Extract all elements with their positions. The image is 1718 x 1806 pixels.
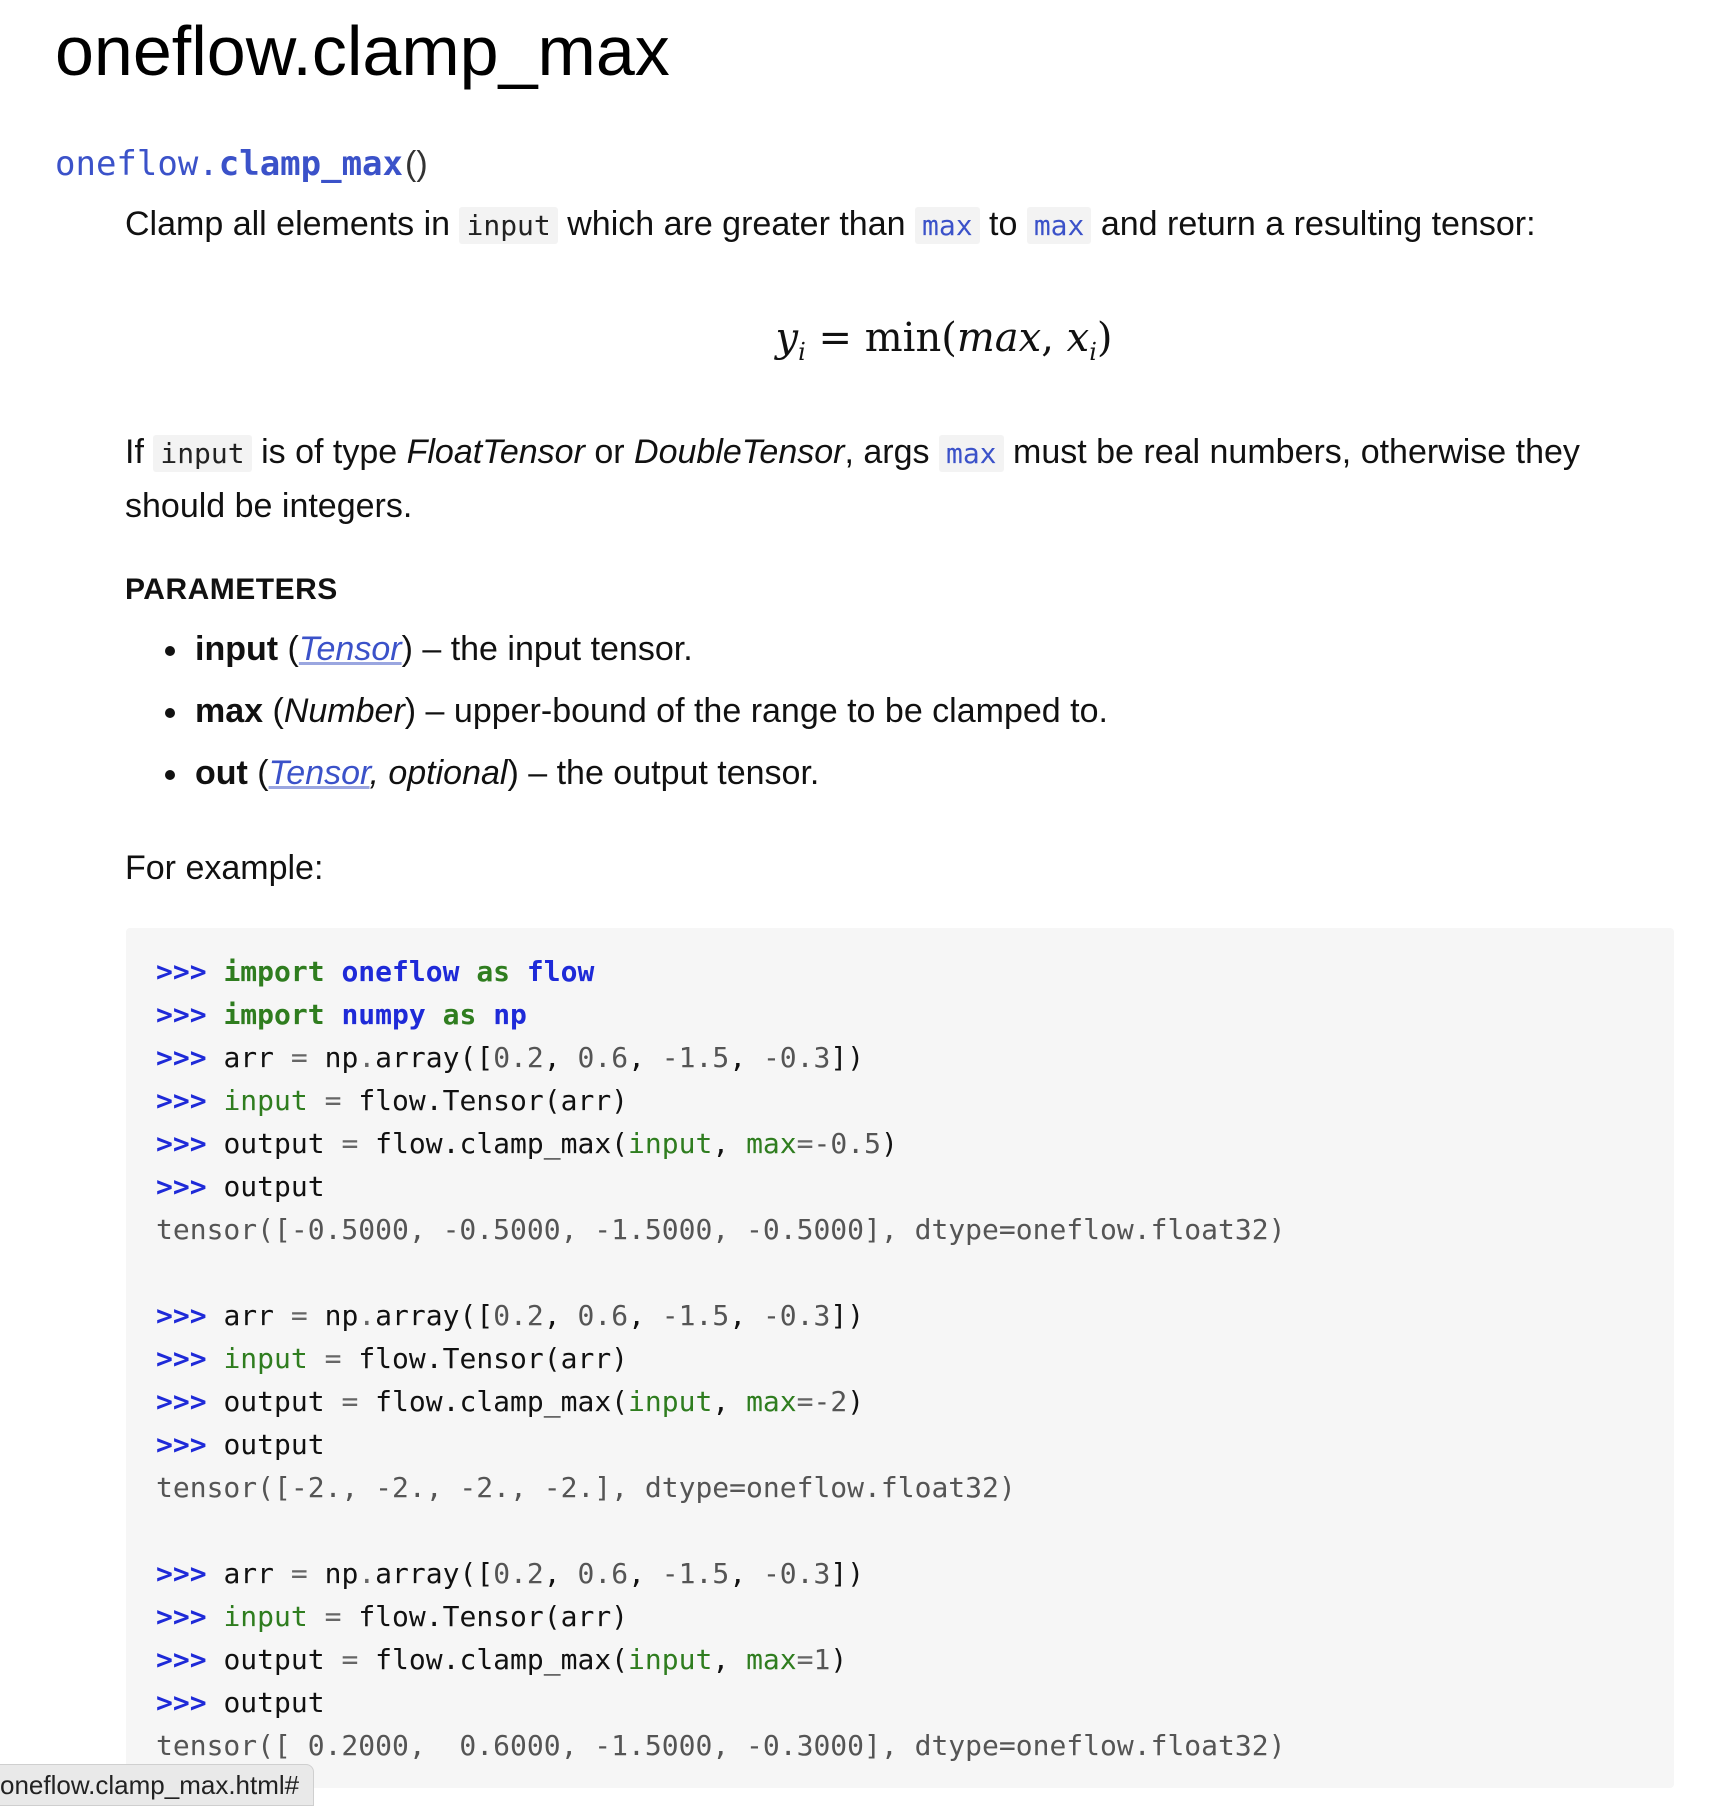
code-builtin: input <box>628 1643 713 1676</box>
code-var: np <box>324 1557 359 1590</box>
code-prompt: >>> <box>156 1041 207 1074</box>
signature-name: clamp_max <box>218 144 403 184</box>
code-op: . <box>358 1041 376 1074</box>
code-max: max <box>1027 207 1092 244</box>
code-var: np <box>324 1299 359 1332</box>
formula-paren: ) <box>1096 315 1113 361</box>
code-number: -2 <box>813 1385 848 1418</box>
code-number: 1 <box>813 1643 831 1676</box>
example-intro: For example: <box>125 849 324 887</box>
code-prompt: >>> <box>156 1170 207 1203</box>
code-call: ) <box>830 1643 848 1676</box>
code-sep: , <box>712 1643 747 1676</box>
code-call: flow.Tensor(arr) <box>358 1084 629 1117</box>
code-output: tensor([-0.5000, -0.5000, -1.5000, -0.5000], dtype=oneflow.float32) <box>156 1213 1286 1246</box>
param-name: out <box>195 754 248 792</box>
formula-comma: , <box>1041 315 1067 361</box>
param-desc: – the output tensor. <box>518 754 820 792</box>
formula-paren: ( <box>941 315 957 361</box>
code-call: ]) <box>830 1041 865 1074</box>
parameters-list <box>125 618 1108 804</box>
code-call: ]) <box>830 1299 865 1332</box>
param-type: Tensor <box>268 754 370 792</box>
code-input: input <box>153 435 251 472</box>
code-number: -1.5 <box>661 1041 730 1074</box>
code-number: -0.3 <box>762 1041 831 1074</box>
code-op: = <box>290 1557 308 1590</box>
formula-fn: min <box>864 315 942 361</box>
code-line <box>156 1681 1644 1724</box>
code-var: np <box>324 1041 359 1074</box>
code-op: = <box>290 1041 308 1074</box>
code-call: array([ <box>375 1299 494 1332</box>
code-number: -1.5 <box>661 1299 730 1332</box>
code-input: input <box>459 207 557 244</box>
code-builtin: input <box>628 1385 713 1418</box>
code-number: 0.2 <box>493 1557 544 1590</box>
code-op: = <box>796 1385 814 1418</box>
param-item-input <box>125 618 1108 680</box>
desc-text: Clamp all elements in <box>125 205 460 243</box>
code-line <box>156 1122 1644 1165</box>
code-op: = <box>341 1643 359 1676</box>
code-number: 0.2 <box>493 1041 544 1074</box>
code-line <box>156 1423 1644 1466</box>
code-output: tensor([-2., -2., -2., -2.], dtype=oneflow.float32) <box>156 1471 1016 1504</box>
code-var: arr <box>223 1557 275 1590</box>
code-call: flow.clamp_max( <box>375 1643 629 1676</box>
param-desc: – the input tensor. <box>412 630 693 668</box>
code-var: output <box>223 1385 325 1418</box>
code-max: max <box>915 207 980 244</box>
code-prompt: >>> <box>156 1127 207 1160</box>
code-var: output <box>223 1127 325 1160</box>
parameters-heading: PARAMETERS <box>125 573 338 606</box>
code-prompt: >>> <box>156 955 207 988</box>
code-number: -1.5 <box>661 1557 730 1590</box>
code-prompt: >>> <box>156 1600 207 1633</box>
code-listing <box>156 950 1644 1767</box>
code-keyword: import <box>223 998 325 1031</box>
formula-arg: x <box>1066 315 1090 361</box>
code-call: array([ <box>375 1557 494 1590</box>
math-formula <box>0 308 1718 382</box>
param-paren: ) <box>507 754 519 792</box>
code-op: = <box>324 1084 342 1117</box>
code-number: 0.2 <box>493 1299 544 1332</box>
param-name: input <box>195 630 279 668</box>
param-type: Number <box>283 692 405 730</box>
param-paren: ( <box>263 692 284 730</box>
code-call: flow.Tensor(arr) <box>358 1600 629 1633</box>
code-builtin: input <box>223 1342 308 1375</box>
param-paren: ( <box>247 754 269 792</box>
code-blank <box>156 1251 1644 1294</box>
code-output: tensor([ 0.2000, 0.6000, -1.5000, -0.3000], dtype=oneflow.float32) <box>156 1729 1286 1762</box>
code-builtin: input <box>223 1084 308 1117</box>
code-op: = <box>341 1385 359 1418</box>
page-title: oneflow.clamp_max <box>55 12 670 90</box>
code-prompt: >>> <box>156 998 207 1031</box>
code-var: arr <box>223 1041 275 1074</box>
code-line: >>> arr = np.array([0.2, 0.6, -1.5, -0.3]) <box>156 1041 865 1074</box>
code-number: -0.5 <box>813 1127 881 1160</box>
type-double-tensor: DoubleTensor <box>634 433 845 471</box>
code-prompt: >>> <box>156 1342 207 1375</box>
code-builtin: input <box>628 1127 713 1160</box>
tensor-link[interactable] <box>299 630 402 668</box>
desc-text: and return a resulting tensor: <box>1091 205 1536 243</box>
code-call: ]) <box>830 1557 865 1590</box>
code-call: flow.clamp_max( <box>375 1127 629 1160</box>
note-text: , args <box>844 433 939 471</box>
code-prompt: >>> <box>156 1084 207 1117</box>
code-line: >>> arr = np.array([0.2, 0.6, -1.5, -0.3]) <box>156 1299 865 1332</box>
code-line: >>> arr = np.array([0.2, 0.6, -1.5, -0.3]) <box>156 1557 865 1590</box>
code-var: output <box>223 1643 325 1676</box>
code-number: 0.6 <box>577 1041 629 1074</box>
param-type-optional: , optional <box>369 754 508 792</box>
code-line <box>156 1595 1644 1638</box>
code-var: output <box>223 1170 325 1203</box>
type-float-tensor: FloatTensor <box>406 433 585 471</box>
formula-lhs-sub: i <box>798 338 806 366</box>
param-item-out <box>125 742 1108 804</box>
code-sep: , <box>712 1127 747 1160</box>
code-op: = <box>290 1299 308 1332</box>
code-keyword: as <box>442 998 477 1031</box>
code-prompt: >>> <box>156 1643 207 1676</box>
code-number: 0.6 <box>577 1299 629 1332</box>
desc-text: to <box>979 205 1027 243</box>
signature-module: oneflow. <box>55 144 219 184</box>
code-line <box>156 950 1644 993</box>
note-text: is of type <box>251 433 407 471</box>
code-example-block <box>126 928 1674 1788</box>
formula-equals: = <box>818 315 853 361</box>
code-kwarg: max <box>746 1643 797 1676</box>
code-number: -0.3 <box>762 1299 831 1332</box>
code-prompt: >>> <box>156 1385 207 1418</box>
code-var: output <box>223 1428 325 1461</box>
formula-arg-sub: i <box>1089 338 1097 366</box>
code-op: = <box>341 1127 359 1160</box>
note-text: If <box>125 433 154 471</box>
code-prompt: >>> <box>156 1686 207 1719</box>
code-prompt: >>> <box>156 1299 207 1332</box>
type-note <box>125 426 1665 532</box>
code-number: 0.6 <box>577 1557 629 1590</box>
code-line <box>156 1079 1644 1122</box>
tensor-link[interactable] <box>269 754 370 792</box>
code-blank <box>156 1509 1644 1552</box>
note-text: must be real numbers, otherwise they should be integers. <box>125 433 1580 525</box>
code-call: flow.clamp_max( <box>375 1385 629 1418</box>
code-kwarg: max <box>746 1127 797 1160</box>
code-max: max <box>939 435 1004 472</box>
code-module: oneflow <box>341 955 460 988</box>
param-desc: – upper-bound of the range to be clamped to. <box>416 692 1108 730</box>
param-type: Tensor <box>298 630 402 668</box>
code-call: ) <box>880 1127 898 1160</box>
param-paren: ) <box>401 630 413 668</box>
code-number: -0.3 <box>762 1557 831 1590</box>
code-prompt: >>> <box>156 1557 207 1590</box>
code-var: arr <box>223 1299 275 1332</box>
code-op: = <box>796 1643 814 1676</box>
param-item-max <box>125 680 1108 742</box>
code-keyword: as <box>476 955 511 988</box>
formula-arg: max <box>956 315 1042 361</box>
code-line <box>156 1165 1644 1208</box>
code-sep: , <box>712 1385 747 1418</box>
code-op: = <box>324 1342 342 1375</box>
function-signature <box>55 142 428 186</box>
code-prompt: >>> <box>156 1428 207 1461</box>
code-op: . <box>358 1299 376 1332</box>
signature-parens: () <box>405 145 428 183</box>
code-op: = <box>324 1600 342 1633</box>
code-line <box>156 1337 1644 1380</box>
note-text: or <box>584 433 635 471</box>
code-op: = <box>796 1127 814 1160</box>
formula-lhs: y <box>775 315 799 361</box>
code-module: numpy <box>341 998 426 1031</box>
function-description <box>125 198 1685 252</box>
param-name: max <box>195 692 264 730</box>
code-kwarg: max <box>746 1385 797 1418</box>
code-module: np <box>493 998 527 1031</box>
code-line <box>156 1380 1644 1423</box>
code-call: ) <box>847 1385 865 1418</box>
param-paren: ) <box>404 692 417 730</box>
code-call: flow.Tensor(arr) <box>358 1342 629 1375</box>
desc-text: which are greater than <box>557 205 915 243</box>
param-paren: ( <box>278 630 299 668</box>
code-var: output <box>223 1686 325 1719</box>
code-line <box>156 993 1644 1036</box>
code-keyword: import <box>223 955 325 988</box>
code-line <box>156 1638 1644 1681</box>
code-call: array([ <box>375 1041 494 1074</box>
link-status-tooltip: oneflow.clamp_max.html# <box>0 1764 314 1806</box>
code-op: . <box>358 1557 376 1590</box>
code-builtin: input <box>223 1600 308 1633</box>
code-module: flow <box>526 955 595 988</box>
